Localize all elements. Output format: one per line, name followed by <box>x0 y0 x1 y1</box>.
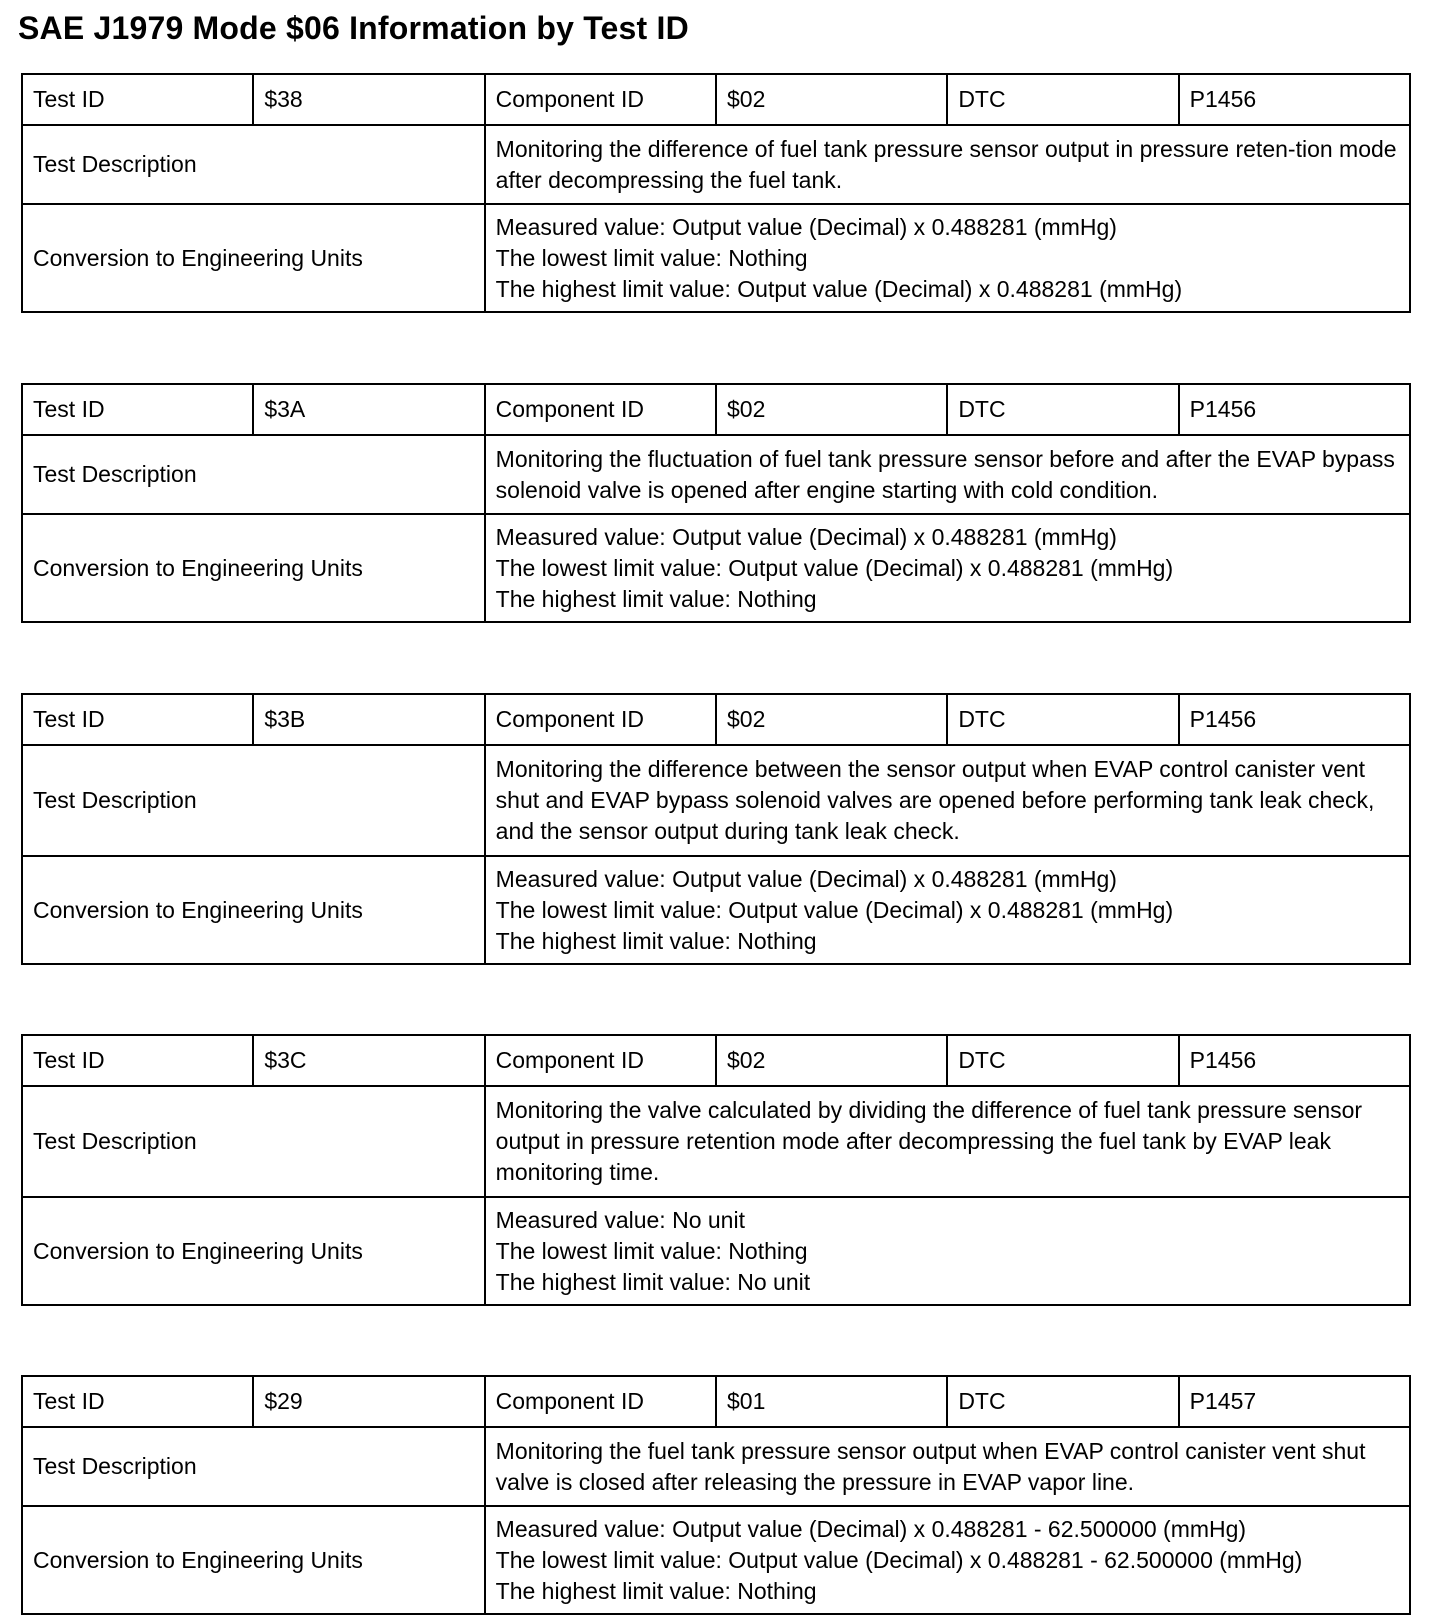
table-header-row <box>22 384 1410 435</box>
measured-value-line: Measured value: Output value (Decimal) x 0.488281 (mmHg) <box>495 865 1117 892</box>
description-row <box>22 125 1410 204</box>
conversion-text <box>485 856 1410 964</box>
lowest-limit-line: The lowest limit value: Output value (Decimal) x 0.488281 - 62.500000 (mmHg) <box>495 1546 1303 1573</box>
conversion-label: Conversion to Engineering Units <box>22 204 485 312</box>
test-description-text: Monitoring the fluctuation of fuel tank pressure sensor before and after the EVAP bypass solenoid valve is opened after engine starting with cold condition. <box>485 435 1410 514</box>
test-description-label: Test Description <box>22 125 485 204</box>
conversion-text <box>485 1506 1410 1614</box>
table-header-row <box>22 694 1410 745</box>
conversion-text <box>485 1197 1410 1305</box>
conversion-row <box>22 856 1410 964</box>
test-id-label: Test ID <box>22 384 253 435</box>
measured-value-line: Measured value: Output value (Decimal) x 0.488281 - 62.500000 (mmHg) <box>495 1515 1247 1542</box>
test-description-label: Test Description <box>22 745 485 856</box>
test-table-3b <box>21 693 1411 965</box>
highest-limit-line: The highest limit value: Output value (Decimal) x 0.488281 (mmHg) <box>495 275 1183 302</box>
test-id-label: Test ID <box>22 694 253 745</box>
component-id-value: $02 <box>716 384 947 435</box>
conversion-row <box>22 204 1410 312</box>
component-id-label: Component ID <box>485 74 716 125</box>
component-id-value: $02 <box>716 1035 947 1086</box>
conversion-label: Conversion to Engineering Units <box>22 514 485 622</box>
test-description-label: Test Description <box>22 1086 485 1197</box>
component-id-label: Component ID <box>485 694 716 745</box>
test-description-label: Test Description <box>22 1427 485 1506</box>
table-header-row <box>22 1035 1410 1086</box>
component-id-label: Component ID <box>485 1035 716 1086</box>
test-table-3a <box>21 383 1411 623</box>
conversion-row <box>22 514 1410 622</box>
dtc-label: DTC <box>947 74 1178 125</box>
description-row <box>22 435 1410 514</box>
conversion-label: Conversion to Engineering Units <box>22 1506 485 1614</box>
test-description-text: Monitoring the difference of fuel tank pressure sensor output in pressure reten-tion mode after decompressing the fuel tank. <box>485 125 1410 204</box>
table-header-row <box>22 1376 1410 1427</box>
lowest-limit-line: The lowest limit value: Output value (Decimal) x 0.488281 (mmHg) <box>495 554 1174 581</box>
lowest-limit-line: The lowest limit value: Nothing <box>495 244 808 271</box>
test-description-text: Monitoring the difference between the sensor output when EVAP control canister vent shut and EVAP bypass solenoid valves are opened before performing tank leak check, and the sensor output during tank leak check. <box>485 745 1410 856</box>
dtc-value: P1456 <box>1179 1035 1410 1086</box>
conversion-row <box>22 1506 1410 1614</box>
description-row <box>22 1086 1410 1197</box>
dtc-value: P1456 <box>1179 74 1410 125</box>
test-id-label: Test ID <box>22 1035 253 1086</box>
test-id-value: $3B <box>253 694 484 745</box>
highest-limit-line: The highest limit value: No unit <box>495 1268 811 1295</box>
page-title: SAE J1979 Mode $06 Information by Test ID <box>18 10 689 46</box>
test-description-text: Monitoring the fuel tank pressure sensor output when EVAP control canister vent shut valve is closed after releasing the pressure in EVAP vapor line. <box>485 1427 1410 1506</box>
description-row <box>22 745 1410 856</box>
test-description-text: Monitoring the valve calculated by dividing the difference of fuel tank pressure sensor output in pressure retention mode after decompressing the fuel tank by EVAP leak monitoring time. <box>485 1086 1410 1197</box>
measured-value-line: Measured value: Output value (Decimal) x 0.488281 (mmHg) <box>495 213 1117 240</box>
conversion-label: Conversion to Engineering Units <box>22 856 485 964</box>
dtc-value: P1457 <box>1179 1376 1410 1427</box>
conversion-text <box>485 204 1410 312</box>
test-id-value: $38 <box>253 74 484 125</box>
dtc-value: P1456 <box>1179 384 1410 435</box>
dtc-label: DTC <box>947 1376 1178 1427</box>
dtc-label: DTC <box>947 384 1178 435</box>
component-id-value: $02 <box>716 74 947 125</box>
lowest-limit-line: The lowest limit value: Nothing <box>495 1237 808 1264</box>
lowest-limit-line: The lowest limit value: Output value (Decimal) x 0.488281 (mmHg) <box>495 896 1174 923</box>
table-header-row <box>22 74 1410 125</box>
component-id-value: $01 <box>716 1376 947 1427</box>
measured-value-line: Measured value: No unit <box>495 1206 745 1233</box>
test-id-value: $29 <box>253 1376 484 1427</box>
component-id-label: Component ID <box>485 384 716 435</box>
highest-limit-line: The highest limit value: Nothing <box>495 1577 817 1604</box>
test-id-label: Test ID <box>22 74 253 125</box>
conversion-row <box>22 1197 1410 1305</box>
measured-value-line: Measured value: Output value (Decimal) x 0.488281 (mmHg) <box>495 523 1117 550</box>
dtc-label: DTC <box>947 694 1178 745</box>
test-description-label: Test Description <box>22 435 485 514</box>
component-id-value: $02 <box>716 694 947 745</box>
test-table-3c <box>21 1034 1411 1306</box>
dtc-value: P1456 <box>1179 694 1410 745</box>
highest-limit-line: The highest limit value: Nothing <box>495 585 817 612</box>
test-id-value: $3C <box>253 1035 484 1086</box>
test-table-29 <box>21 1375 1411 1615</box>
test-table-38 <box>21 73 1411 313</box>
test-id-label: Test ID <box>22 1376 253 1427</box>
conversion-label: Conversion to Engineering Units <box>22 1197 485 1305</box>
test-id-value: $3A <box>253 384 484 435</box>
dtc-label: DTC <box>947 1035 1178 1086</box>
conversion-text <box>485 514 1410 622</box>
description-row <box>22 1427 1410 1506</box>
component-id-label: Component ID <box>485 1376 716 1427</box>
highest-limit-line: The highest limit value: Nothing <box>495 927 817 954</box>
